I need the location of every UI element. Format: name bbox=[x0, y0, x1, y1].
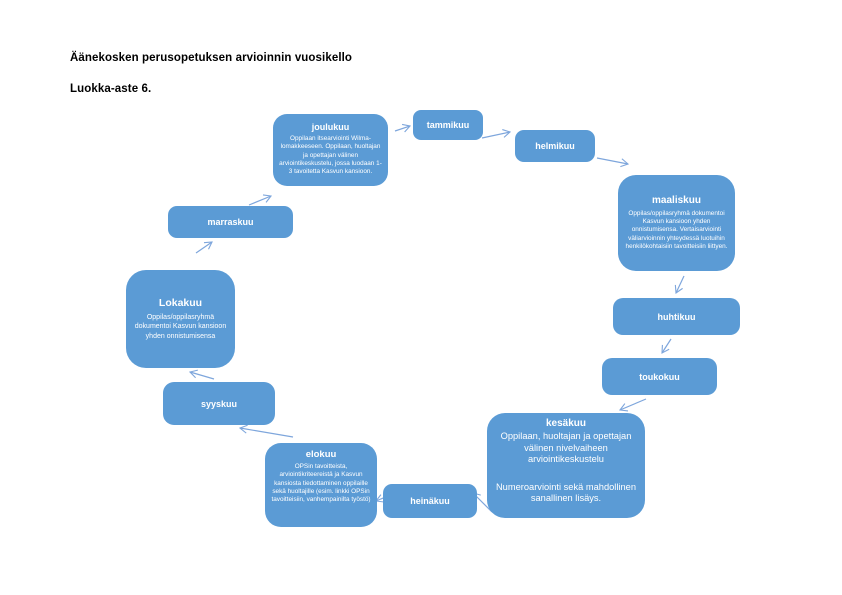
month-box-huhtikuu bbox=[613, 298, 740, 335]
month-detail-2: Numeroarviointi sekä mahdollinen sanallinen lisäys. bbox=[495, 481, 637, 504]
arrow-joulukuu-tammikuu bbox=[395, 126, 410, 131]
arrow-syyskuu-lokakuu bbox=[190, 372, 214, 379]
arrow-marraskuu-joulukuu bbox=[249, 196, 271, 205]
month-label: tammikuu bbox=[426, 120, 470, 130]
arrow-helmikuu-maaliskuu bbox=[597, 158, 628, 164]
page-subtitle: Luokka-aste 6. bbox=[70, 83, 152, 95]
arrow-elokuu-syyskuu bbox=[240, 428, 293, 437]
month-box-elokuu bbox=[265, 443, 377, 527]
month-box-kesakuu bbox=[487, 413, 645, 518]
month-box-marraskuu bbox=[168, 206, 293, 238]
arrow-lokakuu-marraskuu bbox=[196, 242, 212, 253]
month-box-lokakuu bbox=[126, 270, 235, 368]
month-detail: Oppilaan itsearviointi Wilma-lomakkeeseen. Oppilaan, huoltajan ja opettajan välinen arviointikeskustelu, jossa luodaan 1-3 tavoitetta Kasvun kansioon. bbox=[279, 135, 382, 176]
month-label: kesäkuu bbox=[545, 418, 587, 429]
month-label: marraskuu bbox=[207, 217, 254, 227]
month-box-syyskuu bbox=[163, 382, 275, 425]
month-box-toukokuu bbox=[602, 358, 717, 395]
month-detail: Oppilas/oppilasryhmä dokumentoi Kasvun kansioon yhden onnistumisensa bbox=[134, 313, 227, 340]
month-box-helmikuu bbox=[515, 130, 595, 162]
month-detail: Oppilas/oppilasryhmä dokumentoi Kasvun kansioon yhden onnistumisensa. Vertaisarviointi väliarvioinnin yhteydessä luotuihin henkilökohtaisiin tavoitteisiin liittyen. bbox=[625, 209, 728, 250]
month-label: maaliskuu bbox=[652, 194, 701, 206]
arrow-tammikuu-helmikuu bbox=[482, 132, 510, 138]
month-detail: Oppilaan, huoltajan ja opettajan välinen nivelvaiheen arviointikeskustelu bbox=[500, 431, 632, 465]
month-label: syyskuu bbox=[200, 398, 238, 409]
month-label: heinäkuu bbox=[410, 496, 450, 506]
month-box-tammikuu bbox=[413, 110, 483, 140]
month-box-joulukuu bbox=[273, 114, 388, 186]
month-label: toukokuu bbox=[639, 371, 680, 382]
month-label: Lokakuu bbox=[158, 296, 203, 309]
month-detail: OPSin tavoitteista, arviointikriteereistä ja Kasvun kansiosta tiedottaminen oppilaille sekä huoltajille (esim. linkki OPSin tavoitteisiin, vanhempainilta työstö) bbox=[271, 463, 371, 504]
month-label: helmikuu bbox=[535, 141, 575, 151]
month-box-maaliskuu bbox=[618, 175, 735, 271]
month-label: huhtikuu bbox=[657, 311, 696, 322]
month-label: elokuu bbox=[305, 449, 337, 460]
arrow-maaliskuu-huhtikuu bbox=[676, 276, 684, 293]
arrow-huhtikuu-toukokuu bbox=[662, 339, 671, 353]
arrow-toukokuu-kesakuu bbox=[620, 399, 646, 410]
month-box-heinakuu bbox=[383, 484, 477, 518]
month-label: joulukuu bbox=[311, 122, 350, 132]
page-title: Äänekosken perusopetuksen arvioinnin vuosikello bbox=[70, 52, 353, 64]
